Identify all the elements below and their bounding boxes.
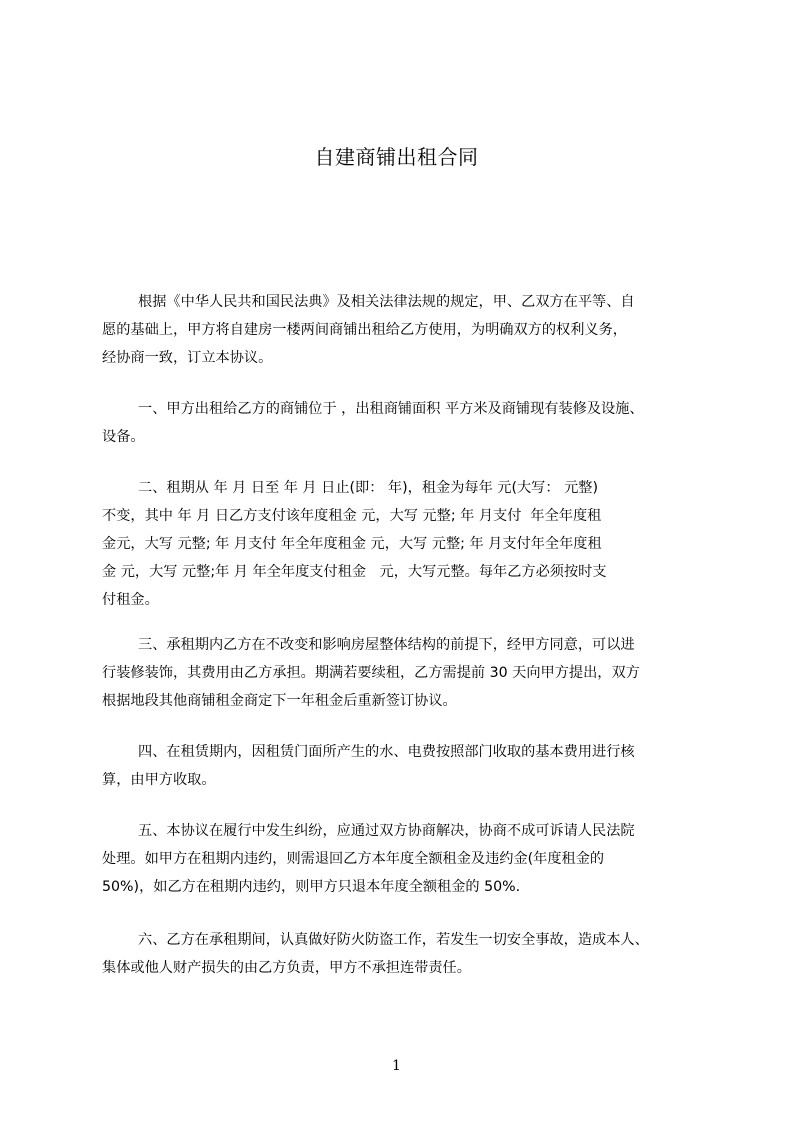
page-number: 1 bbox=[392, 1058, 401, 1074]
paragraph-line: 设备。 bbox=[102, 429, 145, 445]
paragraph-line: 付租金。 bbox=[102, 592, 159, 608]
paragraph-line: 根据《中华人民共和国民法典》及相关法律法规的规定，甲、乙双方在平等、自 bbox=[138, 294, 635, 310]
paragraph-clause-6 bbox=[102, 926, 698, 982]
paragraph-line: 处理。如甲方在租期内违约，则需退回乙方本年度全额租金及违约金(年度租金的 bbox=[102, 851, 605, 867]
paragraph-line: 二、租期从 年 月 日至 年 月 日止(即： 年)，租金为每年 元(大写： 元整) bbox=[138, 480, 598, 496]
document-title: 自建商铺出租合同 bbox=[314, 145, 479, 169]
paragraph-line: 算，由甲方收取。 bbox=[102, 772, 216, 788]
paragraph-clause-1 bbox=[102, 395, 698, 451]
paragraph-line: 三、承租期内乙方在不改变和影响房屋整体结构的前提下，经甲方同意，可以进 bbox=[138, 637, 635, 653]
paragraph-line: 一、甲方出租给乙方的商铺位于 ，出租商铺面积 平方米及商铺现有装修及设施、 bbox=[138, 401, 644, 417]
paragraph-clause-5 bbox=[102, 817, 698, 901]
paragraph-line: 五、本协议在履行中发生纠纷，应通过双方协商解决，协商不成可诉请人民法院 bbox=[138, 823, 635, 839]
paragraph-line: 金 元，大写 元整;年 月 年全年度支付租金 元，大写元整。每年乙方必须按时支 bbox=[102, 564, 607, 580]
paragraph-clause-2 bbox=[102, 474, 698, 614]
paragraph-line: 行装修装饰，其费用由乙方承担。期满若要续租，乙方需提前 30 天向甲方提出，双方 bbox=[102, 665, 640, 681]
paragraph-clause-3 bbox=[102, 631, 698, 715]
paragraph-line: 四、在租赁期内，因租赁门面所产生的水、电费按照部门收取的基本费用进行核 bbox=[138, 744, 635, 760]
paragraph-clause-4 bbox=[102, 738, 698, 794]
paragraph-line: 不变，其中 年 月 日乙方支付该年度租金 元，大写 元整; 年 月支付 年全年度租 bbox=[102, 508, 602, 524]
paragraph-line: 集体或他人财产损失的由乙方负责，甲方不承担连带责任。 bbox=[102, 960, 471, 976]
paragraph-line: 金元，大写 元整; 年 月支付 年全年度租金 元，大写 元整; 年 月支付年全年度租 bbox=[102, 536, 602, 552]
paragraph-line: 愿的基础上，甲方将自建房一楼两间商铺出租给乙方使用，为明确双方的权利义务， bbox=[102, 322, 627, 338]
paragraph-line: 经协商一致，订立本协议。 bbox=[102, 350, 273, 366]
paragraph-preamble bbox=[102, 288, 698, 372]
paragraph-line: 六、乙方在承租期间，认真做好防火防盗工作，若发生一切安全事故，造成本人、 bbox=[138, 932, 649, 948]
paragraph-line: 根据地段其他商铺租金商定下一年租金后重新签订协议。 bbox=[102, 693, 457, 709]
paragraph-line: 50%)，如乙方在租期内违约，则甲方只退本年度全额租金的 50%. bbox=[102, 879, 521, 895]
